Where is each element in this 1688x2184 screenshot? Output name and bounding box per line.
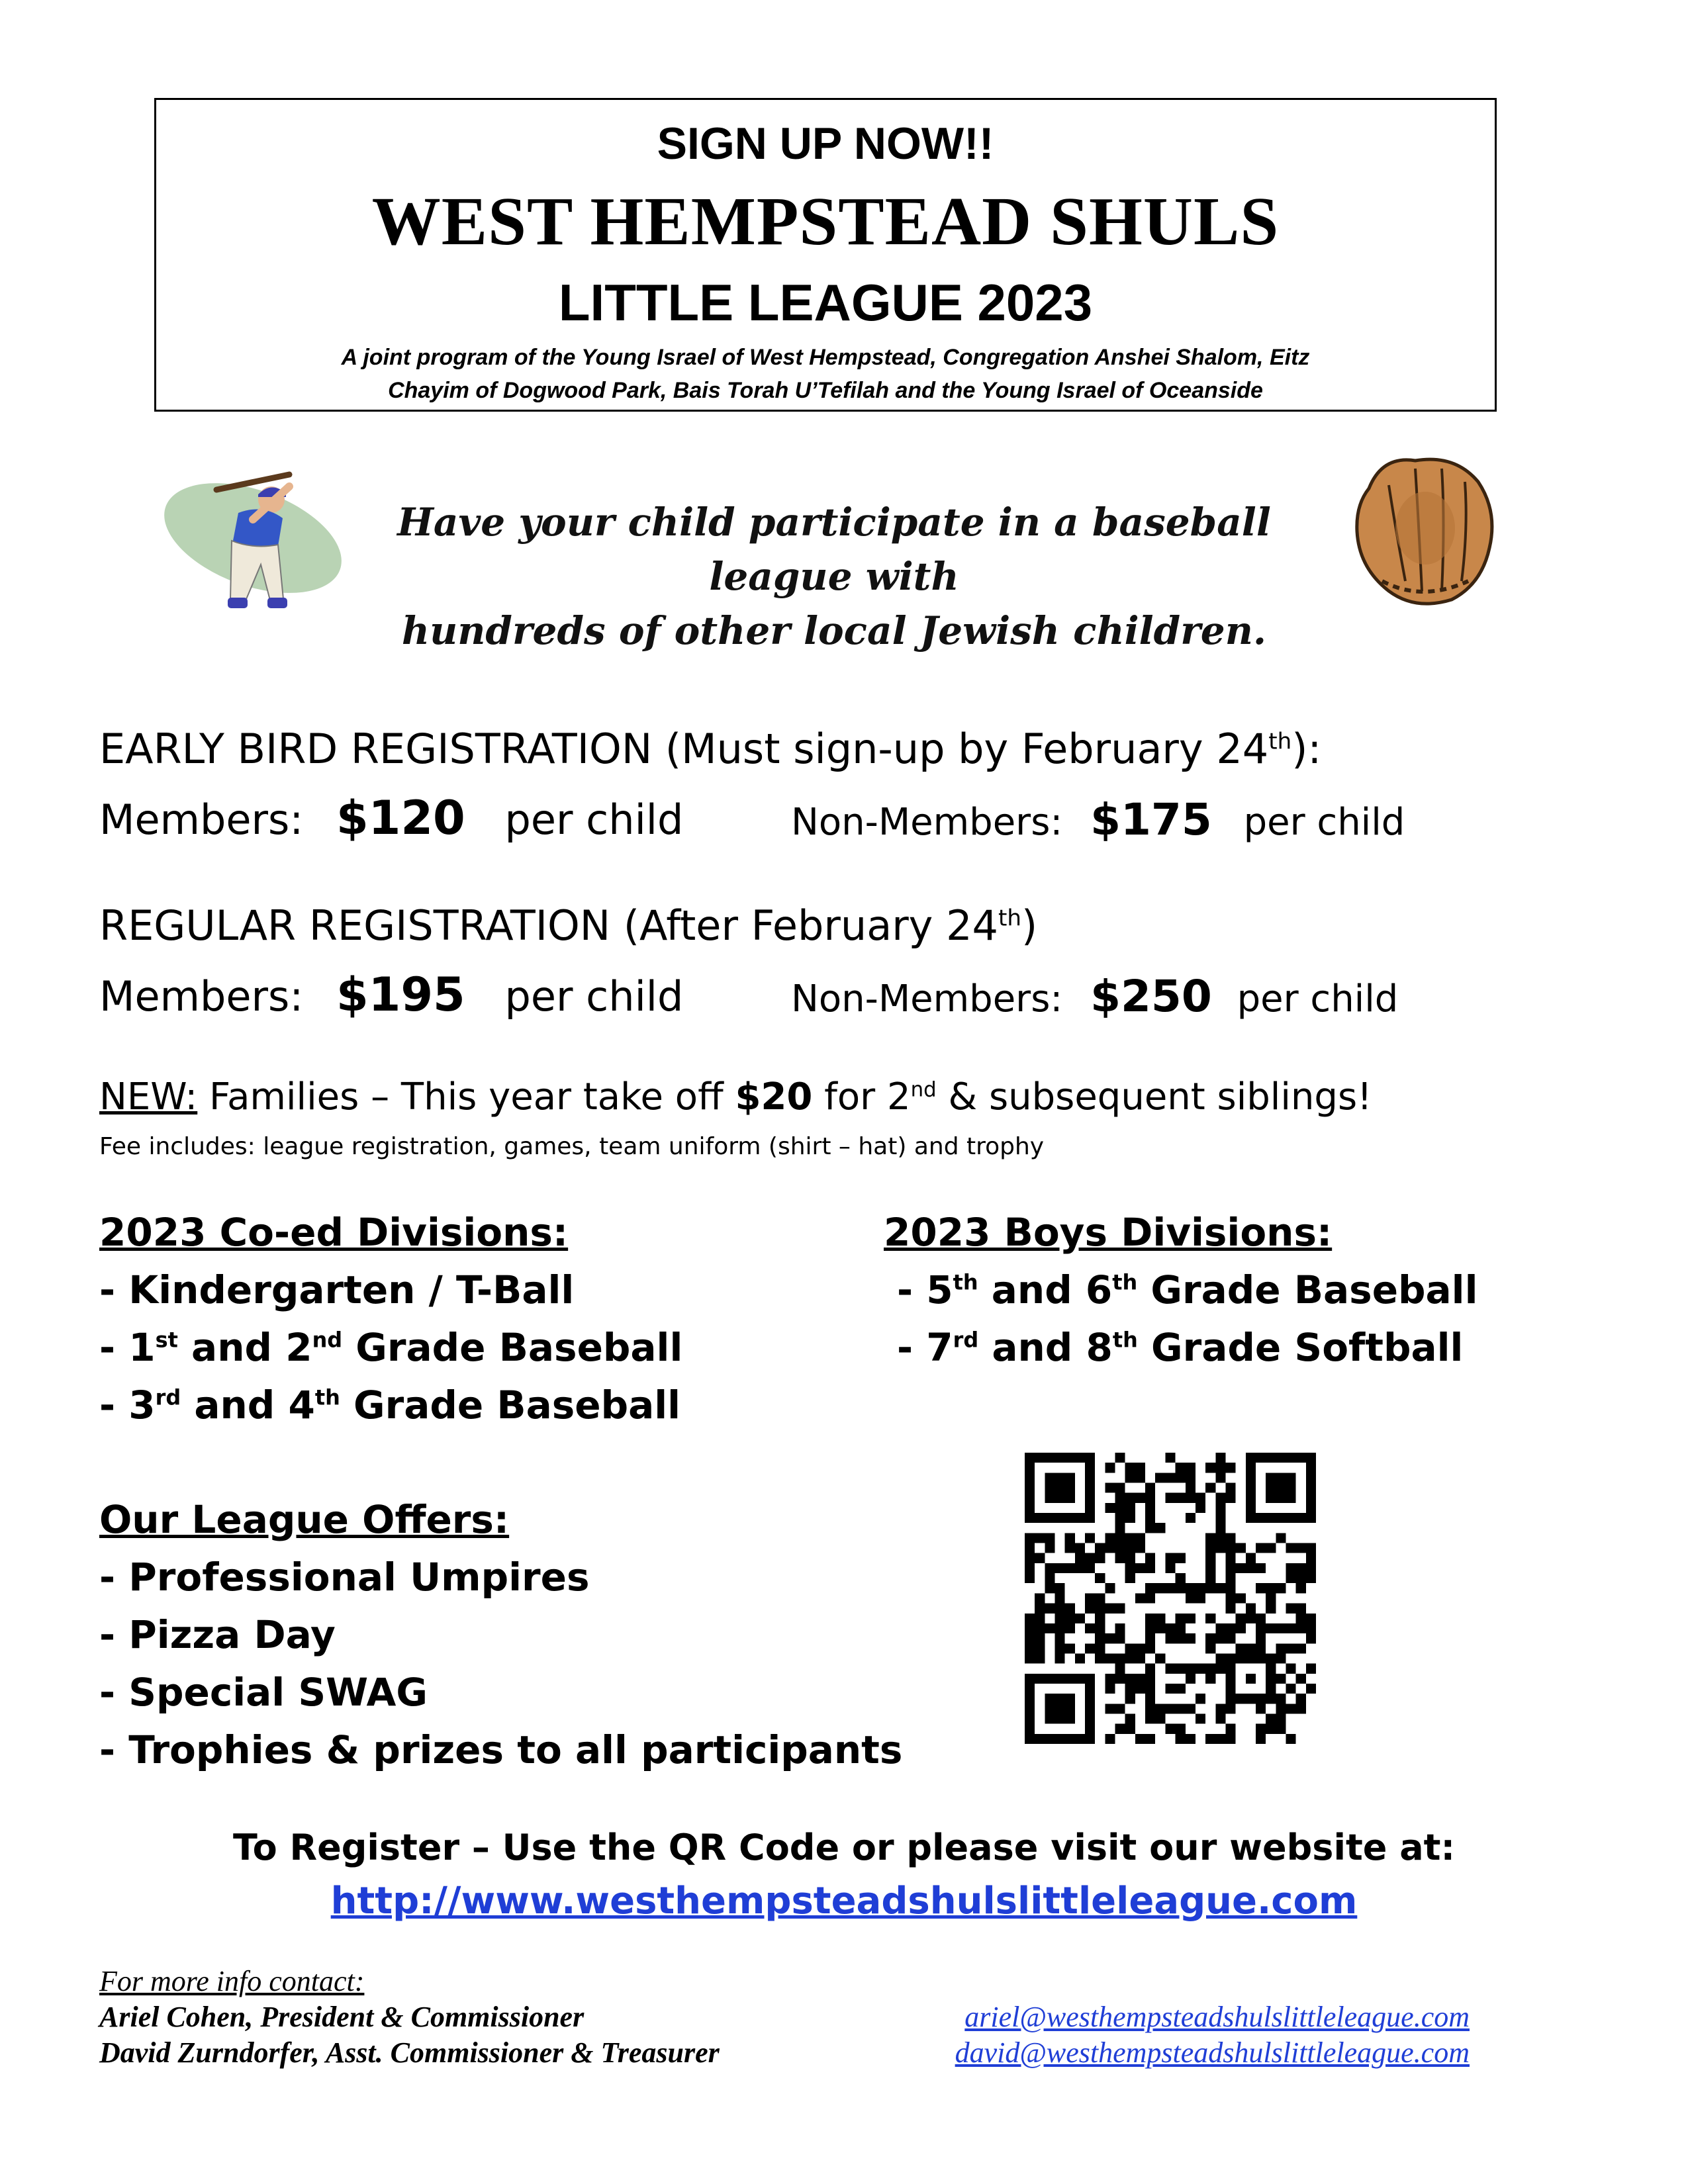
sign-up-heading: SIGN UP NOW!! <box>657 118 994 169</box>
boys-division-5-6 <box>897 1267 1477 1312</box>
families-text-c: & subsequent siblings! <box>936 1075 1372 1118</box>
families-text-a: Families – This year take off <box>197 1075 735 1118</box>
boys-7-8-c: Grade Softball <box>1137 1325 1464 1370</box>
members-label: Members: <box>99 972 304 1021</box>
early-bird-members <box>99 791 683 845</box>
offers-heading: Our League Offers: <box>99 1497 510 1542</box>
early-bird-heading-text: EARLY BIRD REGISTRATION (Must sign-up by February 24 <box>99 725 1269 773</box>
coed-3-4-sup1: rd <box>155 1385 181 1410</box>
boys-7-8-sup2: th <box>1112 1327 1138 1353</box>
per-child-label: per child <box>504 796 684 844</box>
regular-heading-text: REGULAR REGISTRATION (After February 24 <box>99 901 998 950</box>
families-discount <box>99 1075 1372 1118</box>
offer-item: - Special SWAG <box>99 1670 428 1715</box>
members-label: Members: <box>99 796 304 844</box>
regular-heading-sup: th <box>998 905 1021 932</box>
regular-nonmembers-price: $250 <box>1090 971 1212 1022</box>
coed-divisions-heading: 2023 Co-ed Divisions: <box>99 1210 569 1255</box>
fee-note: Fee includes: league registration, games, team uniform (shirt – hat) and trophy <box>99 1133 1045 1160</box>
regular-members-price: $195 <box>336 968 465 1022</box>
coed-1-2-sup2: nd <box>312 1327 343 1353</box>
contact-person-2: David Zurndorfer, Asst. Commissioner & Treasurer <box>99 2036 720 2069</box>
baseball-batter-icon <box>154 467 352 622</box>
coed-3-4-c: Grade Baseball <box>340 1383 681 1428</box>
offer-item: - Professional Umpires <box>99 1555 590 1600</box>
nonmembers-label: Non-Members: <box>791 978 1063 1021</box>
coed-1-2-sup1: st <box>155 1327 178 1353</box>
early-bird-heading-end: ): <box>1291 725 1322 773</box>
coed-3-4-b: and 4 <box>181 1383 315 1428</box>
boys-5-6-b: and 6 <box>978 1267 1113 1312</box>
qr-code-icon[interactable] <box>1025 1453 1316 1744</box>
sibling-discount-amount: $20 <box>735 1075 813 1118</box>
boys-5-6-sup2: th <box>1112 1269 1138 1295</box>
joint-program-line2: Chayim of Dogwood Park, Bais Torah U’Tefilah and the Young Israel of Oceanside <box>388 378 1263 403</box>
tagline-line2: hundreds of other local Jewish children. <box>401 608 1267 653</box>
new-label: NEW: <box>99 1075 198 1118</box>
early-bird-members-price: $120 <box>336 791 465 845</box>
boys-divisions-heading: 2023 Boys Divisions: <box>884 1210 1333 1255</box>
per-child-label: per child <box>504 972 684 1021</box>
contact-person-1: Ariel Cohen, President & Commissioner <box>99 2001 585 2033</box>
regular-heading-end: ) <box>1021 901 1038 950</box>
offer-item: - Pizza Day <box>99 1612 336 1657</box>
early-bird-heading <box>99 725 1321 773</box>
contact-email-2[interactable]: david@westhempsteadshulslittleleague.com <box>955 2036 1470 2069</box>
website-link[interactable]: http://www.westhempsteadshulslittleleague.com <box>330 1880 1358 1923</box>
coed-division-3-4 <box>99 1383 680 1428</box>
league-year-heading: LITTLE LEAGUE 2023 <box>558 273 1093 332</box>
coed-division-1-2 <box>99 1325 682 1370</box>
regular-heading <box>99 901 1037 950</box>
contact-heading: For more info contact: <box>99 1965 365 1997</box>
league-name-heading: WEST HEMPSTEAD SHULS <box>371 183 1280 259</box>
coed-division-kindergarten: - Kindergarten / T-Ball <box>99 1267 575 1312</box>
offer-item: - Trophies & prizes to all participants <box>99 1727 903 1772</box>
per-child-label: per child <box>1243 801 1405 844</box>
families-text-b: for 2 <box>812 1075 911 1118</box>
boys-7-8-a: - 7 <box>897 1325 953 1370</box>
regular-members <box>99 968 683 1022</box>
regular-nonmembers <box>791 971 1398 1022</box>
early-bird-heading-sup: th <box>1268 728 1292 755</box>
families-sup: nd <box>910 1077 937 1102</box>
baseball-glove-icon <box>1342 449 1501 614</box>
early-bird-nonmembers-price: $175 <box>1090 794 1212 845</box>
boys-5-6-sup1: th <box>953 1269 978 1295</box>
boys-division-7-8 <box>897 1325 1463 1370</box>
coed-1-2-a: - 1 <box>99 1325 156 1370</box>
per-child-label: per child <box>1237 978 1399 1021</box>
tagline <box>344 495 1324 658</box>
coed-1-2-c: Grade Baseball <box>342 1325 683 1370</box>
boys-5-6-c: Grade Baseball <box>1137 1267 1478 1312</box>
joint-program-text <box>199 341 1452 407</box>
early-bird-nonmembers <box>791 794 1405 845</box>
coed-3-4-sup2: th <box>314 1385 340 1410</box>
tagline-line1: Have your child participate in a baseball league with <box>397 500 1271 599</box>
contact-email-1[interactable]: ariel@westhempsteadshulslittleleague.com <box>964 2001 1470 2033</box>
register-text: To Register – Use the QR Code or please visit our website at: <box>232 1827 1456 1868</box>
coed-3-4-a: - 3 <box>99 1383 156 1428</box>
nonmembers-label: Non-Members: <box>791 801 1063 844</box>
coed-1-2-b: and 2 <box>177 1325 312 1370</box>
joint-program-line1: A joint program of the Young Israel of West Hempstead, Congregation Anshei Shalom, Eitz <box>341 345 1310 370</box>
boys-7-8-b: and 8 <box>978 1325 1113 1370</box>
boys-7-8-sup1: rd <box>953 1327 979 1353</box>
boys-5-6-a: - 5 <box>897 1267 953 1312</box>
